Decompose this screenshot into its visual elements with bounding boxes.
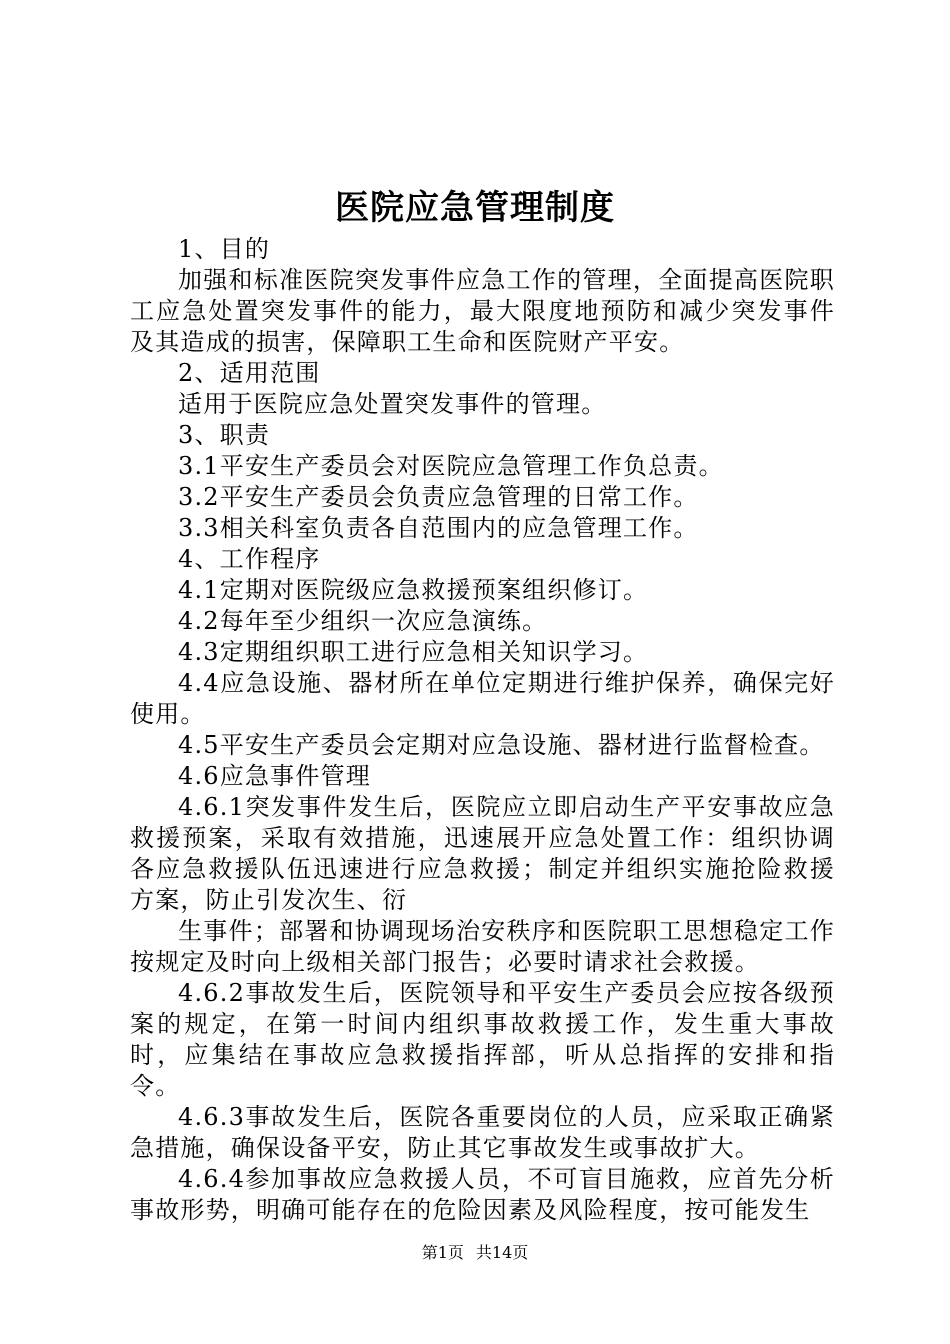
document-title: 医院应急管理制度 — [335, 188, 615, 228]
page-footer — [0, 1243, 950, 1263]
section-heading-duties: 3、职责 — [178, 421, 271, 449]
paragraph-procedure-4-3: 4.3定期组织职工进行应急相关知识学习。 — [178, 638, 649, 666]
paragraph-procedure-4-1: 4.1定期对医院级应急救援预案组织修订。 — [178, 576, 649, 604]
paragraph-duty-3-3: 3.3相关科室负责各自范围内的应急管理工作。 — [178, 514, 699, 542]
paragraph-purpose: 加强和标准医院突发事件应急工作的管理，全面提高医院职工应急处置突发事件的能力，最大限度地预防和减少突发事件及其造成的损害，保障职工生命和医院财产平安。 — [130, 266, 835, 356]
paragraph-procedure-4-6-3: 4.6.3事故发生后，医院各重要岗位的人员，应采取正确紧急措施，确保设备平安，防止其它事故发生或事故扩大。 — [130, 1103, 835, 1162]
paragraph-duty-3-2: 3.2平安生产委员会负责应急管理的日常工作。 — [178, 483, 699, 511]
document-body — [130, 234, 835, 1226]
section-heading-purpose: 1、目的 — [178, 235, 271, 263]
total-pages: 共14页 — [475, 1243, 529, 1262]
paragraph-procedure-4-4: 4.4应急设施、器材所在单位定期进行维护保养，确保完好使用。 — [130, 669, 835, 728]
paragraph-procedure-4-6: 4.6应急事件管理 — [178, 762, 371, 790]
section-heading-procedure: 4、工作程序 — [178, 545, 321, 573]
paragraph-procedure-4-6-4: 4.6.4参加事故应急救援人员，不可盲目施救，应首先分析事故形势，明确可能存在的危险因素及风险程度，按可能发生 — [130, 1165, 835, 1224]
paragraph-procedure-4-6-1: 4.6.1突发事件发生后，医院应立即启动生产平安事故应急救援预案，采取有效措施，迅速展开应急处置工作：组织协调各应急救援队伍迅速进行应急救援；制定并组织实施抢险救援方案，防止引发次生、衍 — [130, 793, 835, 914]
section-heading-scope: 2、适用范围 — [178, 359, 321, 387]
paragraph-procedure-4-6-1-cont: 生事件；部署和协调现场治安秩序和医院职工思想稳定工作按规定及时向上级相关部门报告；必要时请求社会救援。 — [130, 917, 835, 976]
paragraph-duty-3-1: 3.1平安生产委员会对医院应急管理工作负总责。 — [178, 452, 724, 480]
current-page-number: 第1页 — [421, 1243, 464, 1262]
paragraph-scope: 适用于医院应急处置突发事件的管理。 — [178, 390, 607, 418]
paragraph-procedure-4-2: 4.2每年至少组织一次应急演练。 — [178, 607, 548, 635]
paragraph-procedure-4-6-2: 4.6.2事故发生后，医院领导和平安生产委员会应按各级预案的规定，在第一时间内组织事故救援工作，发生重大事故时，应集结在事故应急救援指挥部，听从总指挥的安排和指令。 — [130, 979, 835, 1100]
paragraph-procedure-4-5: 4.5平安生产委员会定期对应急设施、器材进行监督检查。 — [178, 731, 825, 759]
